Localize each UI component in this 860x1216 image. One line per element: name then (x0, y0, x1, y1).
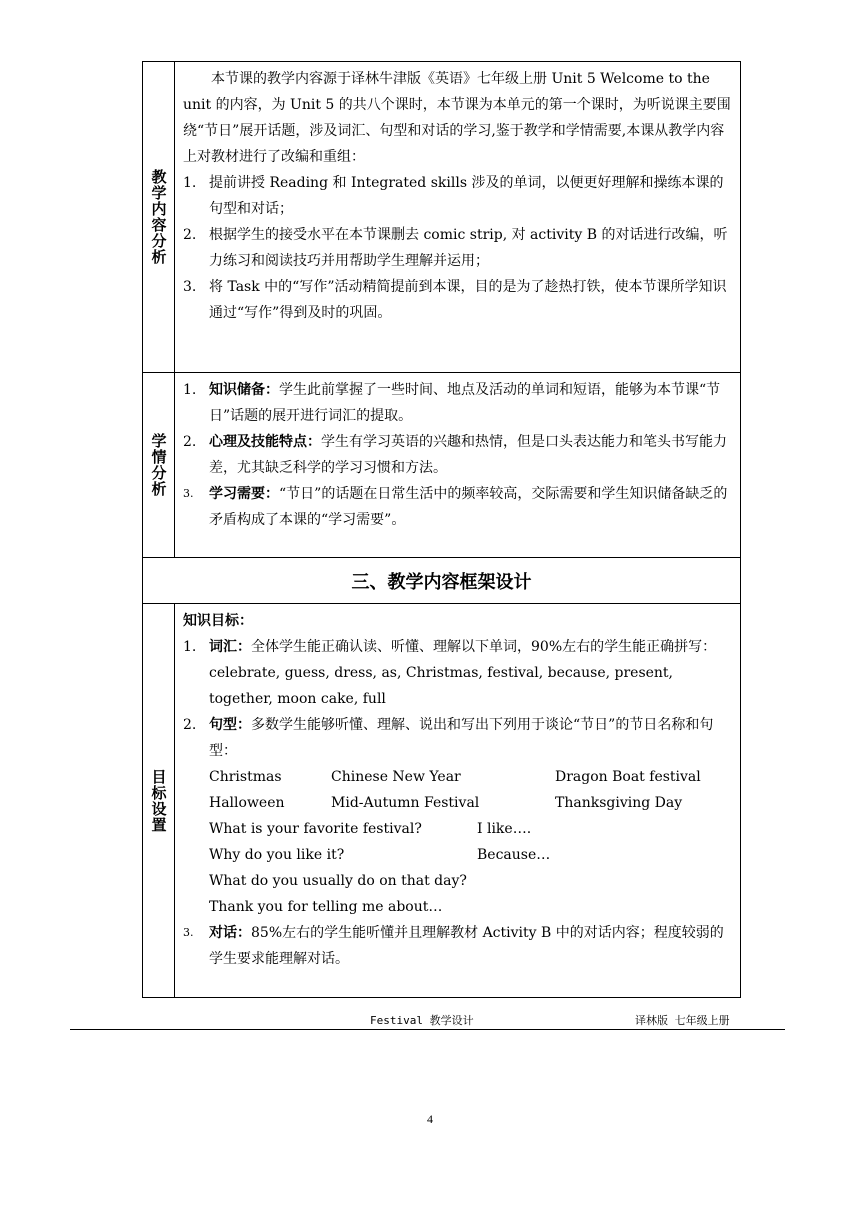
sentence-line: What do you usually do on that day? (209, 873, 467, 889)
question: What is your favorite festival? (209, 821, 422, 837)
list-item (183, 377, 734, 429)
goals-label-cell (143, 604, 175, 997)
learner-analysis-label: 学情分析 (149, 433, 168, 497)
item-heading: 词汇： (209, 639, 251, 655)
festival-name: Thanksgiving Day (555, 795, 683, 811)
section-title-row (143, 558, 740, 604)
festival-name: Christmas (209, 769, 282, 785)
list-text (209, 712, 734, 920)
list-item (183, 481, 734, 533)
list-number: 2. (183, 434, 197, 450)
list-number: 2. (183, 227, 197, 243)
vocabulary-item (183, 634, 734, 712)
content-analysis-row (143, 62, 740, 373)
festival-name: Mid-Autumn Festival (331, 795, 480, 811)
list-number: 1. (183, 175, 197, 191)
list-number: 1. (183, 639, 197, 655)
list-item (183, 170, 734, 222)
list-text: 提前讲授 Reading 和 Integrated skills 涉及的单词，以便更好理解和操练本课的句型和对话； (209, 175, 724, 217)
list-item (183, 429, 734, 481)
sentence-patterns (209, 816, 734, 868)
list-text (209, 481, 734, 533)
list-number: 3. (183, 279, 197, 295)
festival-names (209, 764, 734, 816)
footer-edition: 译林版 七年级上册 (635, 1014, 730, 1027)
content-analysis-intro: 本节课的教学内容源于译林牛津版《英语》七年级上册 Unit 5 Welcome to the unit 的内容，为 Unit 5 的共八个课时，本节课为本单元的第一个课时，为听说课主要围绕“节日”展开话题，涉及词汇、句型和对话的学习,鉴于教学和学情需要,本课从教学内容上对教材进行了改编和重组： (183, 71, 731, 165)
list-text: 根据学生的接受水平在本节课删去 comic strip, 对 activity B 的对话进行改编，听力练习和阅读技巧并用帮助学生理解并运用； (209, 227, 728, 269)
list-number: 2. (183, 717, 197, 733)
answer: Because… (477, 847, 551, 863)
item-text: 学生有学习英语的兴趣和热情，但是口头表达能力和笔头书写能力差，尤其缺乏科学的学习习惯和方法。 (209, 434, 727, 476)
item-heading: 对话： (209, 925, 251, 941)
sentence-line: Thank you for telling me about… (209, 899, 443, 915)
festival-name: Dragon Boat festival (555, 769, 701, 785)
list-text: 将 Task 中的“写作”活动精简提前到本课，目的是为了趁热打铁，使本节课所学知识通过“写作”得到及时的巩固。 (209, 279, 727, 321)
content-analysis-label: 教学内容分析 (149, 169, 168, 265)
goals-body (175, 604, 740, 997)
festival-name: Chinese New Year (331, 769, 461, 785)
item-text: “节日”的话题在日常生活中的频率较高，交际需要和学生知识储备缺乏的矛盾构成了本课的“学习需要”。 (209, 486, 728, 528)
item-text: 学生此前掌握了一些时间、地点及活动的单词和短语，能够为本节课“节日”话题的展开进行词汇的提取。 (209, 382, 721, 424)
learner-analysis-label-cell (143, 373, 175, 557)
knowledge-goals-heading-text: 知识目标： (183, 613, 253, 629)
list-item (183, 274, 734, 326)
learner-analysis-row (143, 373, 740, 558)
footer-divider (70, 1029, 785, 1030)
footer-title: Festival 教学设计 (370, 1014, 474, 1027)
item-heading: 知识储备： (209, 382, 279, 398)
list-number: 1. (183, 382, 197, 398)
section-title: 三、教学内容框架设计 (351, 571, 532, 593)
item-text: 85%左右的学生能听懂并且理解教材 Activity B 中的对话内容；程度较弱的学生要求能理解对话。 (209, 925, 724, 967)
content-analysis-label-cell (143, 62, 175, 372)
item-heading: 心理及技能特点： (209, 434, 321, 450)
dialogue-item (183, 920, 734, 972)
list-number: 3. (183, 926, 194, 939)
learner-analysis-body (175, 373, 740, 557)
item-text: 多数学生能够听懂、理解、说出和写出下列用于谈论“节日”的节日名称和句型： (209, 717, 714, 759)
content-analysis-body (175, 62, 740, 372)
list-text (209, 377, 734, 429)
knowledge-goals-heading (183, 608, 734, 634)
item-heading: 句型： (209, 717, 251, 733)
goals-row (143, 604, 740, 997)
list-text (209, 634, 734, 712)
list-number: 3. (183, 487, 194, 500)
goals-label: 目标设置 (149, 768, 168, 833)
answer: I like…. (477, 821, 532, 837)
list-item (183, 222, 734, 274)
festival-name: Halloween (209, 795, 285, 811)
list-text (209, 429, 734, 481)
item-text: 全体学生能正确认读、听懂、理解以下单词，90%左右的学生能正确拼写：celebrate, guess, dress, as, Christmas, festival, because, present, together, moon cake, full (209, 639, 717, 707)
page-number: 4 (427, 1112, 433, 1126)
item-heading: 学习需要： (209, 486, 279, 502)
lesson-plan-table (142, 61, 741, 998)
list-text (209, 920, 734, 972)
question: Why do you like it? (209, 847, 345, 863)
sentence-pattern-item (183, 712, 734, 920)
